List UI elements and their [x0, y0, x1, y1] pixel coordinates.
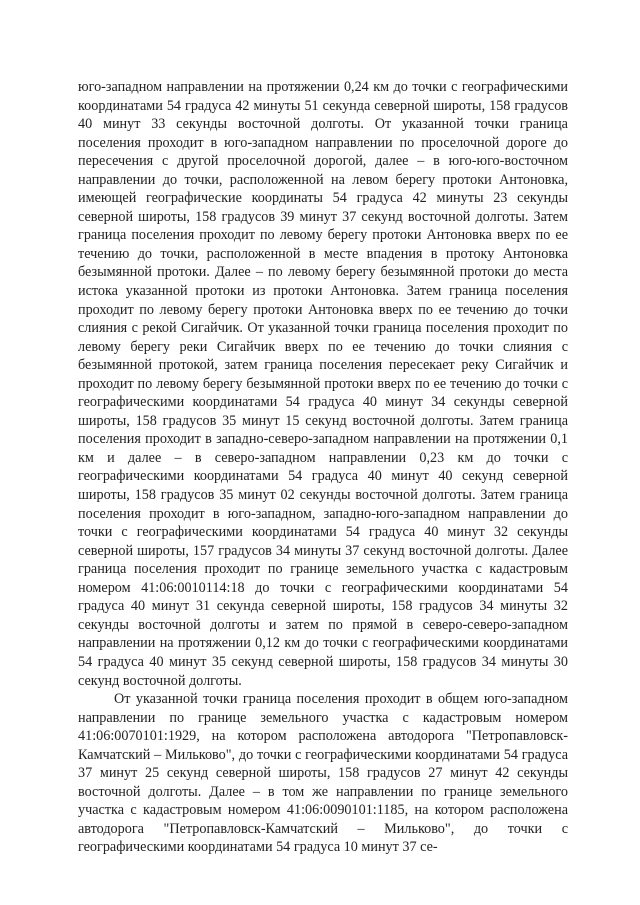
paragraph-boundary-description: юго-западном направлении на протяжении 0,24 км до точки с географическими координатами 54 градуса 42 минуты 51 секунда северной широты, 158 градусов 40 минут 33 секунды восточной долготы. От указанной точки граница поселения проходит в юго-западном направлении по проселочной дороге до пересечения с другой проселочной дорогой, далее – в юго-юго-восточном направлении до точки, расположенной на левом берегу протоки Антоновка, имеющей географические координаты 54 градуса 42 минуты 23 секунды северной широты, 158 градусов 39 минут 37 секунд восточной долготы. Затем граница поселения проходит по левому берегу протоки Антоновка вверх по ее течению до точки, расположенной в месте впадения в протоку Антоновка безымянной протоки. Далее – по левому берегу безымянной протоки до места истока указанной протоки из протоки Антоновка. Затем граница поселения проходит по левому берегу протоки Антоновка вверх по ее течению до точки слияния с рекой Сигайчик. От указанной точки граница поселения проходит по левому берегу реки Сигайчик вверх по ее течению до точки слияния с безымянной протокой, затем граница поселения пересекает реку Сигайчик и проходит по левому берегу безымянной протоки вверх по ее течению до точки с географическими координатами 54 градуса 40 минут 34 секунды северной широты, 158 градусов 35 минут 15 секунд восточной долготы. Затем граница поселения проходит в западно-северо-западном направлении на протяжении 0,1 км и далее – в северо-западном направлении 0,23 км до точки с географическими координатами 54 градуса 40 минут 40 секунд северной широты, 158 градусов 35 минут 02 секунды восточной долготы. Затем граница поселения проходит в юго-западном, западно-юго-западном направлении до точки с географическими координатами 54 градуса 40 минут 32 секунды северной широты, 157 градусов 34 минуты 37 секунд восточной долготы. Далее граница поселения проходит по границе земельного участка с кадастровым номером 41:06:0010114:18 до точки с географическими координатами 54 градуса 40 минут 31 секунда северной широты, 158 градусов 34 минуты 32 секунды восточной долготы и затем по прямой в северо-северо-западном направлении на протяжении 0,12 км до точки с географическими координатами 54 градуса 40 минут 35 секунд северной широты, 158 градусов 34 минуты 30 секунд восточной долготы.: [78, 79, 568, 689]
document-body: [78, 78, 568, 857]
paragraph-boundary-continuation: От указанной точки граница поселения проходит в общем юго-западном направлении по границе земельного участка с кадастровым номером 41:06:0070101:1929, на котором расположена автодорога "Петропавловск-Камчатский – Мильково", до точки с географическими координатами 54 градуса 37 минут 25 секунд северной широты, 158 градусов 27 минут 42 секунды восточной долготы. Далее – в том же направлении по границе земельного участка с кадастровым номером 41:06:0090101:1185, на котором расположена автодорога "Петропавловск-Камчатский – Мильково", до точки с географическими координатами 54 градуса 10 минут 37 се-: [78, 691, 568, 856]
